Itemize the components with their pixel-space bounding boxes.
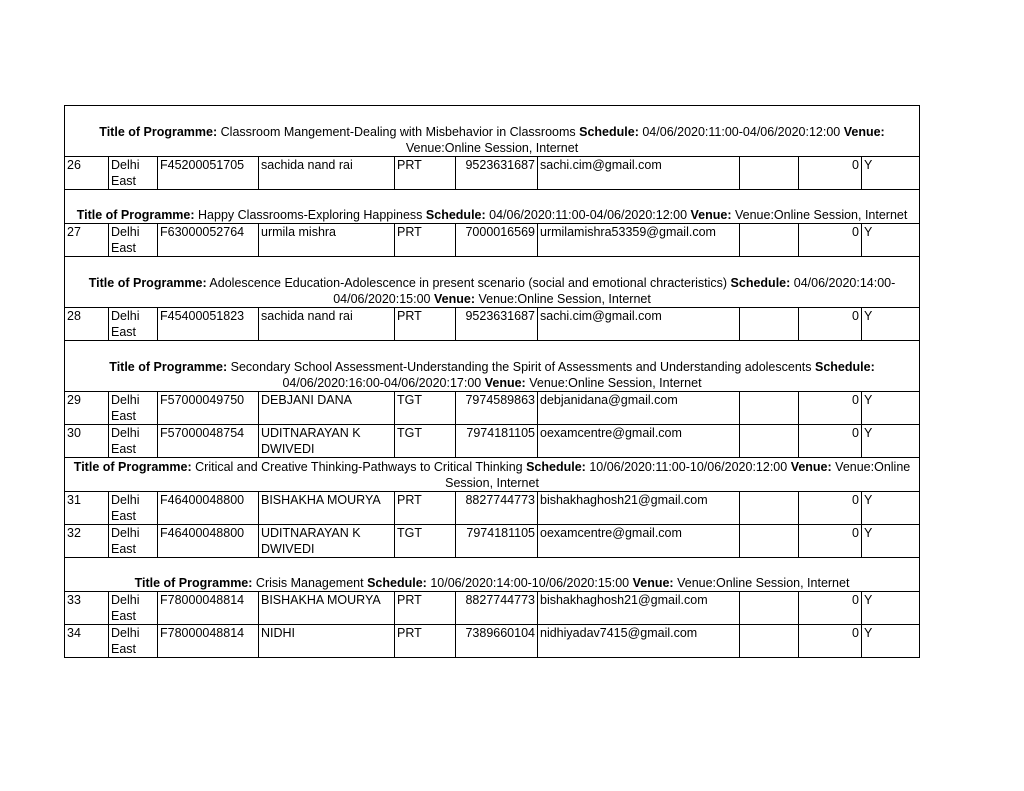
serial-number-cell: 27 xyxy=(65,224,109,257)
programme-title-row xyxy=(65,458,920,492)
count-cell: 0 xyxy=(799,425,862,458)
programme-name: Secondary School Assessment-Understanding the Spirit of Assessments and Understanding adolescents xyxy=(230,360,812,374)
status-flag-cell: Y xyxy=(862,392,920,425)
title-label: Title of Programme: xyxy=(109,360,228,374)
email-cell: debjanidana@gmail.com xyxy=(538,392,740,425)
blank-cell xyxy=(740,625,799,658)
phone-cell: 8827744773 xyxy=(456,492,538,525)
status-flag-cell: Y xyxy=(862,224,920,257)
programme-title-cell xyxy=(65,558,920,592)
venue-label: Venue: xyxy=(632,576,674,590)
email-cell: urmilamishra53359@gmail.com xyxy=(538,224,740,257)
serial-number-cell: 34 xyxy=(65,625,109,658)
phone-cell: 9523631687 xyxy=(456,157,538,190)
programme-title-row xyxy=(65,190,920,224)
teacher-id-cell: F57000048754 xyxy=(158,425,259,458)
venue-value: Venue:Online Session, Internet xyxy=(405,141,579,155)
status-flag-cell: Y xyxy=(862,625,920,658)
teacher-name-cell: DEBJANI DANA xyxy=(259,392,395,425)
venue-label: Venue: xyxy=(843,125,885,139)
teacher-name-cell: urmila mishra xyxy=(259,224,395,257)
teacher-id-cell: F78000048814 xyxy=(158,625,259,658)
programme-title-cell xyxy=(65,341,920,392)
programme-name: Crisis Management xyxy=(255,576,364,590)
serial-number-cell: 29 xyxy=(65,392,109,425)
schedule-label: Schedule: xyxy=(367,576,427,590)
teacher-name-cell: UDITNARAYAN K DWIVEDI xyxy=(259,525,395,558)
blank-cell xyxy=(740,224,799,257)
count-cell: 0 xyxy=(799,392,862,425)
venue-value: Venue:Online Session, Internet xyxy=(735,208,908,222)
programme-title-row xyxy=(65,106,920,157)
blank-cell xyxy=(740,425,799,458)
blank-cell xyxy=(740,308,799,341)
table-row xyxy=(65,392,920,425)
teacher-name-cell: BISHAKHA MOURYA xyxy=(259,492,395,525)
email-cell: nidhiyadav7415@gmail.com xyxy=(538,625,740,658)
phone-cell: 7000016569 xyxy=(456,224,538,257)
count-cell: 0 xyxy=(799,525,862,558)
schedule-value: 04/06/2020:16:00-04/06/2020:17:00 xyxy=(282,376,482,390)
schedule-label: Schedule: xyxy=(526,460,586,474)
schedule-value: 04/06/2020:14:00-04/06/2020:15:00 xyxy=(333,276,896,306)
title-label: Title of Programme: xyxy=(134,576,253,590)
teacher-name-cell: sachida nand rai xyxy=(259,308,395,341)
blank-cell xyxy=(740,392,799,425)
programme-title-cell xyxy=(65,190,920,224)
table-row xyxy=(65,308,920,341)
count-cell: 0 xyxy=(799,625,862,658)
phone-cell: 7974181105 xyxy=(456,525,538,558)
programme-title-cell xyxy=(65,106,920,157)
district-cell: Delhi East xyxy=(109,157,158,190)
participant-sheet xyxy=(64,105,919,658)
programme-title-cell xyxy=(65,458,920,492)
status-flag-cell: Y xyxy=(862,157,920,190)
teacher-id-cell: F57000049750 xyxy=(158,392,259,425)
programme-name: Adolescence Education-Adolescence in present scenario (social and emotional chracteristics) xyxy=(209,276,728,290)
post-cell: TGT xyxy=(395,425,456,458)
table-row xyxy=(65,525,920,558)
venue-label: Venue: xyxy=(484,376,526,390)
schedule-value: 04/06/2020:11:00-04/06/2020:12:00 xyxy=(642,125,841,139)
teacher-name-cell: UDITNARAYAN K DWIVEDI xyxy=(259,425,395,458)
district-cell: Delhi East xyxy=(109,525,158,558)
blank-cell xyxy=(740,525,799,558)
count-cell: 0 xyxy=(799,592,862,625)
serial-number-cell: 33 xyxy=(65,592,109,625)
programme-title-row xyxy=(65,257,920,308)
programme-title-cell xyxy=(65,257,920,308)
programme-name: Classroom Mangement-Dealing with Misbehavior in Classrooms xyxy=(220,125,576,139)
email-cell: oexamcentre@gmail.com xyxy=(538,525,740,558)
count-cell: 0 xyxy=(799,492,862,525)
serial-number-cell: 31 xyxy=(65,492,109,525)
email-cell: bishakhaghosh21@gmail.com xyxy=(538,492,740,525)
status-flag-cell: Y xyxy=(862,308,920,341)
teacher-id-cell: F46400048800 xyxy=(158,492,259,525)
schedule-value: 04/06/2020:11:00-04/06/2020:12:00 xyxy=(489,208,688,222)
teacher-id-cell: F45400051823 xyxy=(158,308,259,341)
count-cell: 0 xyxy=(799,157,862,190)
table-row xyxy=(65,157,920,190)
serial-number-cell: 26 xyxy=(65,157,109,190)
district-cell: Delhi East xyxy=(109,492,158,525)
district-cell: Delhi East xyxy=(109,392,158,425)
status-flag-cell: Y xyxy=(862,425,920,458)
schedule-value: 10/06/2020:11:00-10/06/2020:12:00 xyxy=(589,460,788,474)
phone-cell: 7389660104 xyxy=(456,625,538,658)
teacher-id-cell: F78000048814 xyxy=(158,592,259,625)
post-cell: PRT xyxy=(395,157,456,190)
count-cell: 0 xyxy=(799,224,862,257)
schedule-label: Schedule: xyxy=(815,360,875,374)
table-row xyxy=(65,224,920,257)
post-cell: PRT xyxy=(395,492,456,525)
teacher-name-cell: BISHAKHA MOURYA xyxy=(259,592,395,625)
table-row xyxy=(65,592,920,625)
schedule-label: Schedule: xyxy=(730,276,791,290)
blank-cell xyxy=(740,592,799,625)
post-cell: PRT xyxy=(395,592,456,625)
district-cell: Delhi East xyxy=(109,425,158,458)
serial-number-cell: 32 xyxy=(65,525,109,558)
schedule-label: Schedule: xyxy=(579,125,639,139)
title-label: Title of Programme: xyxy=(99,125,218,139)
table-row xyxy=(65,425,920,458)
teacher-id-cell: F45200051705 xyxy=(158,157,259,190)
post-cell: PRT xyxy=(395,308,456,341)
programme-title-row xyxy=(65,558,920,592)
venue-value: Venue:Online Session, Internet xyxy=(529,376,702,390)
post-cell: TGT xyxy=(395,392,456,425)
venue-label: Venue: xyxy=(790,460,832,474)
post-cell: PRT xyxy=(395,625,456,658)
serial-number-cell: 30 xyxy=(65,425,109,458)
participant-table xyxy=(64,105,920,658)
email-cell: sachi.cim@gmail.com xyxy=(538,157,740,190)
district-cell: Delhi East xyxy=(109,625,158,658)
title-label: Title of Programme: xyxy=(76,208,195,222)
email-cell: oexamcentre@gmail.com xyxy=(538,425,740,458)
blank-cell xyxy=(740,492,799,525)
district-cell: Delhi East xyxy=(109,308,158,341)
teacher-id-cell: F46400048800 xyxy=(158,525,259,558)
venue-value: Venue:Online Session, Internet xyxy=(445,460,911,490)
district-cell: Delhi East xyxy=(109,592,158,625)
teacher-name-cell: sachida nand rai xyxy=(259,157,395,190)
venue-label: Venue: xyxy=(434,292,475,306)
title-label: Title of Programme: xyxy=(73,460,192,474)
programme-name: Critical and Creative Thinking-Pathways to Critical Thinking xyxy=(195,460,523,474)
programme-name: Happy Classrooms-Exploring Happiness xyxy=(198,208,423,222)
phone-cell: 8827744773 xyxy=(456,592,538,625)
status-flag-cell: Y xyxy=(862,525,920,558)
email-cell: sachi.cim@gmail.com xyxy=(538,308,740,341)
venue-value: Venue:Online Session, Internet xyxy=(478,292,651,306)
blank-cell xyxy=(740,157,799,190)
schedule-value: 10/06/2020:14:00-10/06/2020:15:00 xyxy=(430,576,630,590)
schedule-label: Schedule: xyxy=(425,208,486,222)
status-flag-cell: Y xyxy=(862,592,920,625)
email-cell: bishakhaghosh21@gmail.com xyxy=(538,592,740,625)
serial-number-cell: 28 xyxy=(65,308,109,341)
phone-cell: 9523631687 xyxy=(456,308,538,341)
teacher-name-cell: NIDHI xyxy=(259,625,395,658)
district-cell: Delhi East xyxy=(109,224,158,257)
post-cell: TGT xyxy=(395,525,456,558)
teacher-id-cell: F63000052764 xyxy=(158,224,259,257)
phone-cell: 7974181105 xyxy=(456,425,538,458)
venue-value: Venue:Online Session, Internet xyxy=(677,576,850,590)
phone-cell: 7974589863 xyxy=(456,392,538,425)
venue-label: Venue: xyxy=(690,208,732,222)
title-label: Title of Programme: xyxy=(88,276,207,290)
post-cell: PRT xyxy=(395,224,456,257)
count-cell: 0 xyxy=(799,308,862,341)
table-row xyxy=(65,625,920,658)
table-row xyxy=(65,492,920,525)
programme-title-row xyxy=(65,341,920,392)
status-flag-cell: Y xyxy=(862,492,920,525)
